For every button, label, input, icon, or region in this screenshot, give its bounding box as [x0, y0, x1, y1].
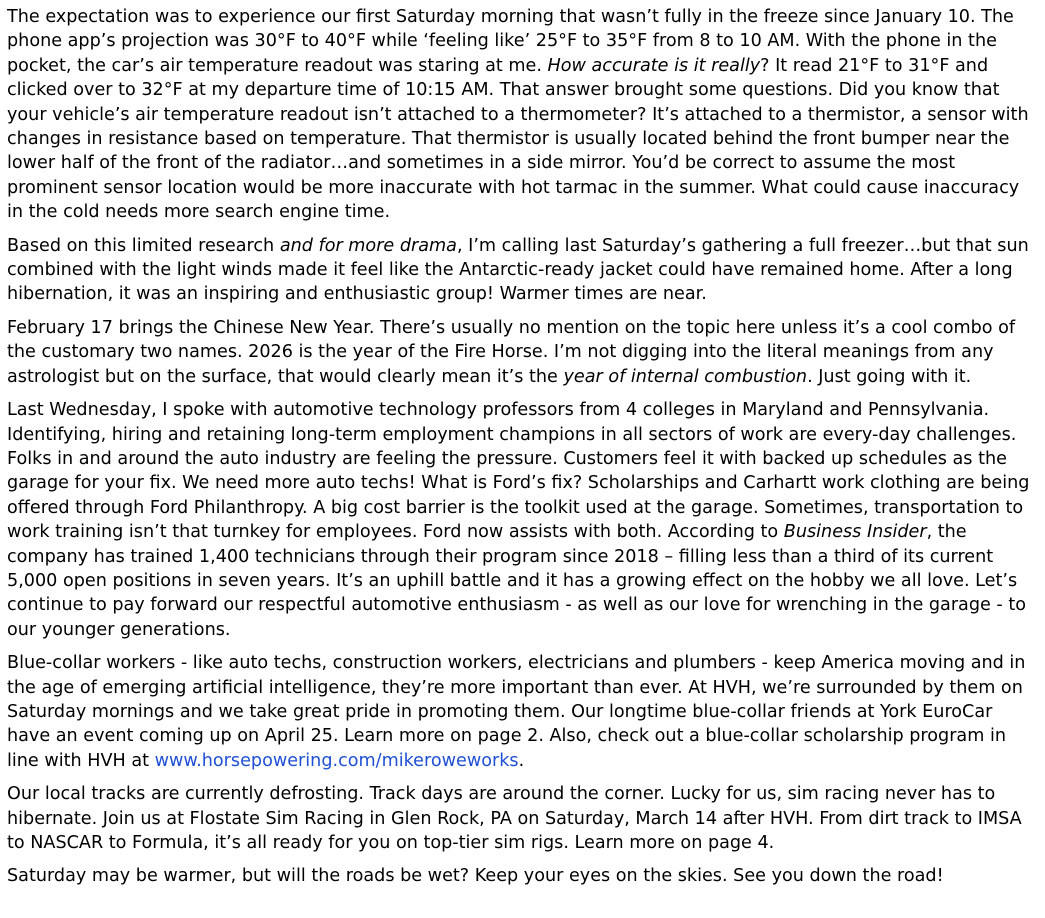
- italic-phrase: Business Insider: [783, 522, 927, 543]
- paragraph-text: Last Wednesday, I spoke with automotive technology professors from 4 colleges in Maryland and Pennsylvania. Identifying, hiring and retaining long-term employment champions in all sectors of work are every-day challenges. Folks in and around the auto industry are feeling the pressure. Customers feel it with backed up schedules as the garage for your fix. We need more auto techs! What is Ford’s fix? Scholarships and Carhartt work clothing are being offered through Ford Philanthropy. A big cost barrier is the toolkit used at the garage. Sometimes, transportation to work training isn’t that turnkey for employees. Ford now assists with both. According to: [7, 400, 1030, 543]
- paragraph-text: . Just going with it.: [807, 366, 972, 387]
- paragraph-text: The expectation was to experience our first Saturday morning that wasn’t fully in the freeze since January 10. The phone app’s projection was 30°F to 40°F while ‘feeling like’ 25°F to 35°F from 8 to 10 AM. With the phone in the pocket, the car’s air temperature readout was staring at me.: [7, 7, 1014, 76]
- paragraph-text: Saturday may be warmer, but will the roads be wet? Keep your eyes on the skies. See you down the road!: [7, 866, 944, 887]
- paragraph-text: Based on this limited research: [7, 235, 280, 256]
- paragraph-auto-techs: [7, 398, 1037, 642]
- paragraph-thermistor: [7, 5, 1037, 225]
- paragraph-text: , I’m calling last Saturday’s gathering a full freezer…but that sun combined with the light winds made it feel like the Antarctic-ready jacket could have remained home. After a long hibernation, it was an inspiring and enthusiastic group! Warmer times are near.: [7, 235, 1029, 305]
- mikeroweworks-link[interactable]: www.horsepowering.com/mikeroweworks: [154, 750, 519, 771]
- paragraph-chinese-new-year: [7, 316, 1037, 389]
- paragraph-text: Our local tracks are currently defrosting. Track days are around the corner. Lucky for us, sim racing never has to hibernate. Join us at Flostate Sim Racing in Glen Rock, PA on Saturday, March 14 after HVH. From dirt track to IMSA to NASCAR to Formula, it’s all ready for you on top-tier sim rigs. Learn more on page 4.: [7, 784, 1022, 853]
- italic-phrase: How accurate is it really: [547, 55, 761, 76]
- paragraph-text: February 17 brings the Chinese New Year. There’s usually no mention on the topic here unless it’s a cool combo of the customary two names. 2026 is the year of the Fire Horse. I’m not digging into the literal meanings from any astrologist but on the surface, that would clearly mean it’s the: [7, 317, 1016, 387]
- paragraph-closing: [7, 864, 1037, 888]
- paragraph-blue-collar: [7, 651, 1037, 773]
- paragraph-full-freezer: [7, 234, 1037, 307]
- italic-phrase: and for more drama: [279, 235, 457, 256]
- paragraph-text: Blue-collar workers - like auto techs, construction workers, electricians and plumbers - keep America moving and in the age of emerging artificial intelligence, they’re more important than ever. At HVH, we’re surrounded by them on Saturday mornings and we take great pride in promoting them. Our longtime blue-collar friends at York EuroCar have an event coming up on April 25. Learn more on page 2. Also, check out a blue-collar scholarship program in line with HVH at: [7, 653, 1026, 771]
- paragraph-text: .: [518, 750, 525, 771]
- italic-phrase: year of internal combustion: [563, 366, 808, 387]
- paragraph-text: , the company has trained 1,400 technicians through their program since 2018 – filling less than a third of its current 5,000 open positions in seven years. It’s an uphill battle and it has a growing effect on the hobby we all love. Let’s continue to pay forward our respectful automotive enthusiasm - as well as our love for wrenching in the garage - to our younger generations.: [7, 522, 1027, 640]
- paragraph-text: ? It read 21°F to 31°F and clicked over to 32°F at my departure time of 10:15 AM. That answer brought some questions. Did you know that your vehicle’s air temperature readout isn’t attached to a thermometer? It’s attached to a thermistor, a sensor with changes in resistance based on temperature. That thermistor is usually located behind the front bumper near the lower half of the front of the radiator…and sometimes in a side mirror. You’d be correct to assume the most prominent sensor location would be more inaccurate with hot tarmac in the summer. What could cause inaccuracy in the cold needs more search engine time.: [7, 55, 1029, 223]
- paragraph-sim-racing: [7, 782, 1037, 855]
